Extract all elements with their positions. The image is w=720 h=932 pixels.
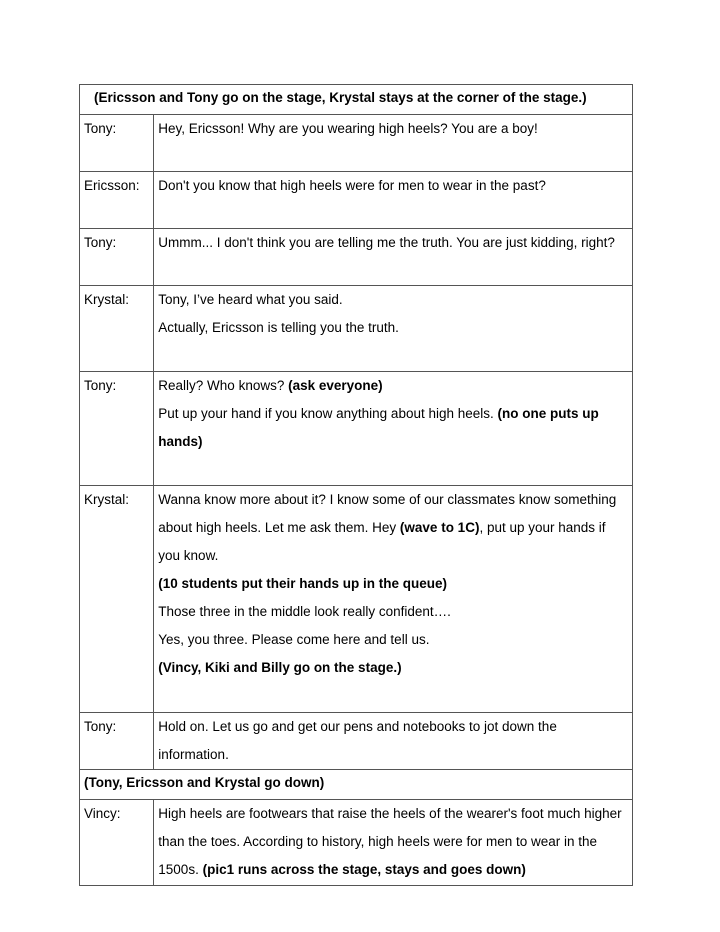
dialogue-paragraph [158, 172, 628, 200]
dialogue-paragraph [158, 626, 628, 654]
spoken-line: Wanna know more about it? I know some of our classmates know something about high heels. Let me ask them. Hey [158, 492, 617, 535]
spoken-line: Put up your hand if you know anything about high heels. [158, 406, 498, 421]
speaker-name: Tony: [80, 115, 154, 172]
script-body-a [80, 85, 633, 770]
spoken-line: Yes, you three. Please come here and tell us. [158, 632, 430, 647]
dialogue-paragraph [158, 286, 628, 314]
stage-direction: (pic1 runs across the stage, stays and goes down) [202, 862, 526, 877]
dialogue-row [80, 229, 633, 286]
speaker-name: Ericsson: [80, 172, 154, 229]
script-body-mid [80, 770, 633, 800]
dialogue-text [154, 372, 633, 486]
stage-direction: (no one puts up hands) [158, 406, 599, 449]
spoken-line: Ummm... I don't think you are telling me the truth. You are just kidding, right? [158, 235, 615, 250]
stage-direction-heading [80, 770, 633, 800]
spoken-line: , put up your hands if you know. [158, 520, 606, 563]
spoken-line: Those three in the middle look really confident…. [158, 604, 451, 619]
dialogue-paragraph [158, 229, 628, 257]
dialogue-paragraph [158, 400, 628, 456]
dialogue-row [80, 372, 633, 486]
dialogue-paragraph [158, 486, 628, 570]
stage-direction-heading-text: (Ericsson and Tony go on the stage, Krystal stays at the corner of the stage.) [80, 85, 633, 115]
dialogue-paragraph [158, 713, 628, 769]
dialogue-paragraph [158, 314, 628, 342]
dialogue-row [80, 286, 633, 372]
spoken-line: Tony, I’ve heard what you said. [158, 292, 343, 307]
dialogue-paragraph [158, 372, 628, 400]
dialogue-paragraph [158, 800, 628, 884]
dialogue-paragraph [158, 570, 628, 598]
dialogue-paragraph [158, 598, 628, 626]
dialogue-row [80, 713, 633, 770]
dialogue-row [80, 800, 633, 886]
stage-direction: (ask everyone) [288, 378, 383, 393]
script-body-b [80, 800, 633, 886]
dialogue-row [80, 486, 633, 713]
spoken-line: Hold on. Let us go and get our pens and notebooks to jot down the information. [158, 719, 557, 762]
spoken-line: Hey, Ericsson! Why are you wearing high heels? You are a boy! [158, 121, 538, 136]
speaker-name: Krystal: [80, 286, 154, 372]
dialogue-row [80, 115, 633, 172]
dialogue-text [154, 486, 633, 713]
spoken-line: Really? Who knows? [158, 378, 289, 393]
speaker-name: Tony: [80, 372, 154, 486]
dialogue-text [154, 713, 633, 770]
speaker-name: Vincy: [80, 800, 154, 886]
dialogue-text [154, 115, 633, 172]
dialogue-row [80, 172, 633, 229]
script-table [79, 84, 633, 886]
stage-direction-heading [80, 85, 633, 115]
speaker-name: Krystal: [80, 486, 154, 713]
dialogue-text [154, 229, 633, 286]
spoken-line: Actually, Ericsson is telling you the truth. [158, 320, 399, 335]
spoken-line: Don't you know that high heels were for men to wear in the past? [158, 178, 546, 193]
dialogue-paragraph [158, 654, 628, 682]
dialogue-paragraph [158, 115, 628, 143]
dialogue-text [154, 800, 633, 886]
stage-direction: (Vincy, Kiki and Billy go on the stage.) [158, 660, 402, 675]
speaker-name: Tony: [80, 713, 154, 770]
speaker-name: Tony: [80, 229, 154, 286]
spoken-line: High heels are footwears that raise the heels of the wearer's foot much higher than the toes. According to history, high heels were for men to wear in the 1500s. [158, 806, 622, 877]
stage-direction: (wave to 1C) [399, 520, 480, 535]
dialogue-text [154, 286, 633, 372]
stage-direction-heading-text: (Tony, Ericsson and Krystal go down) [80, 770, 633, 800]
dialogue-text [154, 172, 633, 229]
stage-direction: (10 students put their hands up in the queue) [158, 576, 448, 591]
